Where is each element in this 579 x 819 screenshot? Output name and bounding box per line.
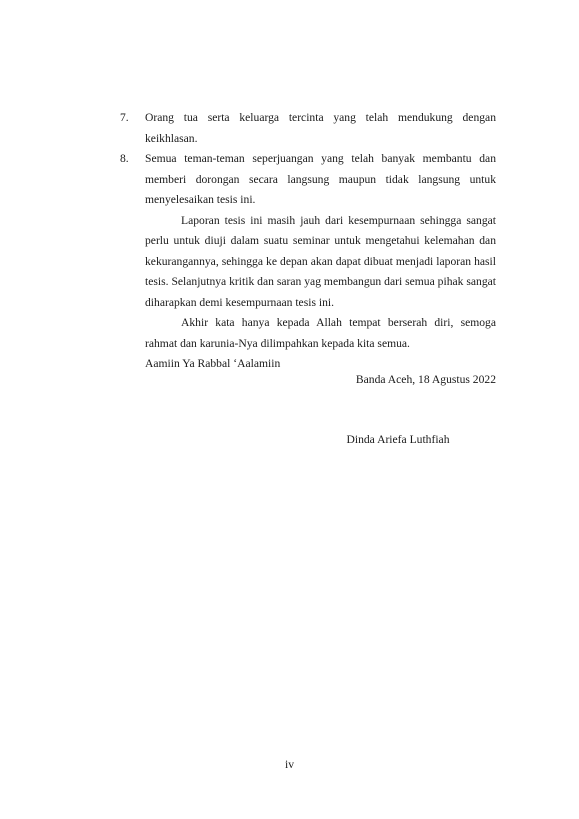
list-item-number: 7. bbox=[120, 111, 129, 124]
paragraph: Laporan tesis ini masih jauh dari kesempurnaan sehingga sangat perlu untuk diuji dalam suatu seminar untuk mengetahui kelemahan dan kekurangannya, sehingga ke depan akan dapat dibuat menjadi laporan hasil tesis. Selanjutnya kritik dan saran yag membangun dari semua pihak sangat diharapkan demi kesempurnaan tesis ini. bbox=[145, 213, 496, 309]
list-item-number: 8. bbox=[120, 152, 129, 165]
body-text bbox=[120, 108, 496, 375]
list-item-text: Orang tua serta keluarga tercinta yang telah mendukung dengan keikhlasan. bbox=[145, 111, 496, 145]
paragraph: Akhir kata hanya kepada Allah tempat berserah diri, semoga rahmat dan karunia-Nya dilimpahkan kepada kita semua. bbox=[145, 316, 496, 350]
list-item bbox=[120, 149, 496, 211]
place-date: Banda Aceh, 18 Agustus 2022 bbox=[355, 373, 496, 386]
list-item-text: Semua teman-teman seperjuangan yang telah banyak membantu dan memberi dorongan secara langsung maupun tidak langsung untuk menyelesaikan tesis ini. bbox=[145, 152, 496, 206]
signer-name: Dinda Ariefa Luthfiah bbox=[346, 433, 450, 446]
closing-line: Aamiin Ya Rabbal ‘Aalamiin bbox=[145, 357, 281, 370]
list-item bbox=[120, 108, 496, 149]
page-number: iv bbox=[284, 758, 295, 771]
